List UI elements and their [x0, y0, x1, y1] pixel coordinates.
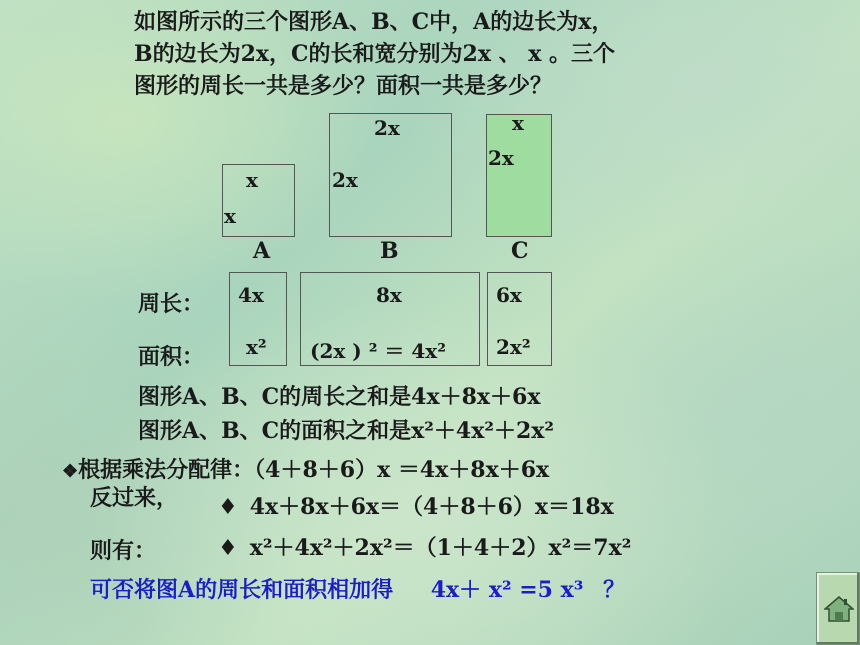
problem-statement: [134, 6, 615, 102]
problem-line-3: 图形的周长一共是多少？面积一共是多少？: [134, 73, 553, 99]
reverse-line: [218, 490, 614, 521]
figure-a-side-label: x: [224, 204, 236, 228]
distributive-text: 根据乘法分配律：（4＋8＋6）x ＝4x＋8x＋6x: [78, 457, 550, 483]
figure-c-side-label: 2x: [488, 146, 514, 170]
problem-line-1: 如图所示的三个图形A、B、C中，A的边长为x，: [134, 9, 614, 35]
figure-a-name: A: [253, 238, 271, 264]
diamond-bullet-icon: ❖: [62, 461, 79, 482]
then-text: x²＋4x²＋2x²＝（1＋4＋2）x²＝7x²: [249, 535, 632, 561]
diamond-icon: ♦: [218, 494, 238, 520]
b-perimeter: 8x: [376, 283, 402, 307]
question-expr: 4x＋ x² =5 x³: [430, 577, 584, 603]
figure-a-top-label: x: [246, 168, 258, 192]
distributive-bullet: [62, 453, 549, 484]
home-button[interactable]: [816, 572, 860, 645]
a-perimeter: 4x: [238, 283, 264, 307]
home-icon: [824, 595, 854, 623]
figure-b-name: B: [380, 238, 399, 264]
reverse-text: 4x＋8x＋6x＝（4＋8＋6）x＝18x: [249, 494, 614, 520]
diamond-icon: ♦: [218, 535, 238, 561]
question: [90, 573, 625, 604]
a-area: x²: [246, 335, 267, 359]
problem-line-2: B的边长为2x，C的长和宽分别为2x 、 x 。三个: [134, 41, 616, 67]
figure-c-top-label: x: [512, 111, 524, 135]
b-area: (2x ) ² ＝ 4x²: [310, 339, 446, 363]
figure-b-side-label: 2x: [332, 168, 358, 192]
c-perimeter: 6x: [496, 283, 522, 307]
figure-c-name: C: [511, 238, 529, 264]
c-area: 2x²: [496, 335, 531, 359]
reverse-label: 反过来，: [90, 485, 179, 511]
then-line: [218, 531, 631, 562]
area-label: 面积：: [138, 344, 205, 370]
question-mark: ？: [603, 577, 626, 603]
perimeter-sum: 图形A、B、C的周长之和是4x＋8x＋6x: [138, 384, 541, 410]
figure-b-top-label: 2x: [374, 116, 400, 140]
question-text: 可否将图A的周长和面积相加得: [90, 577, 394, 603]
area-sum: 图形A、B、C的面积之和是x²＋4x²＋2x²: [138, 418, 555, 444]
perimeter-label: 周长：: [138, 291, 205, 317]
then-label: 则有：: [90, 538, 157, 564]
